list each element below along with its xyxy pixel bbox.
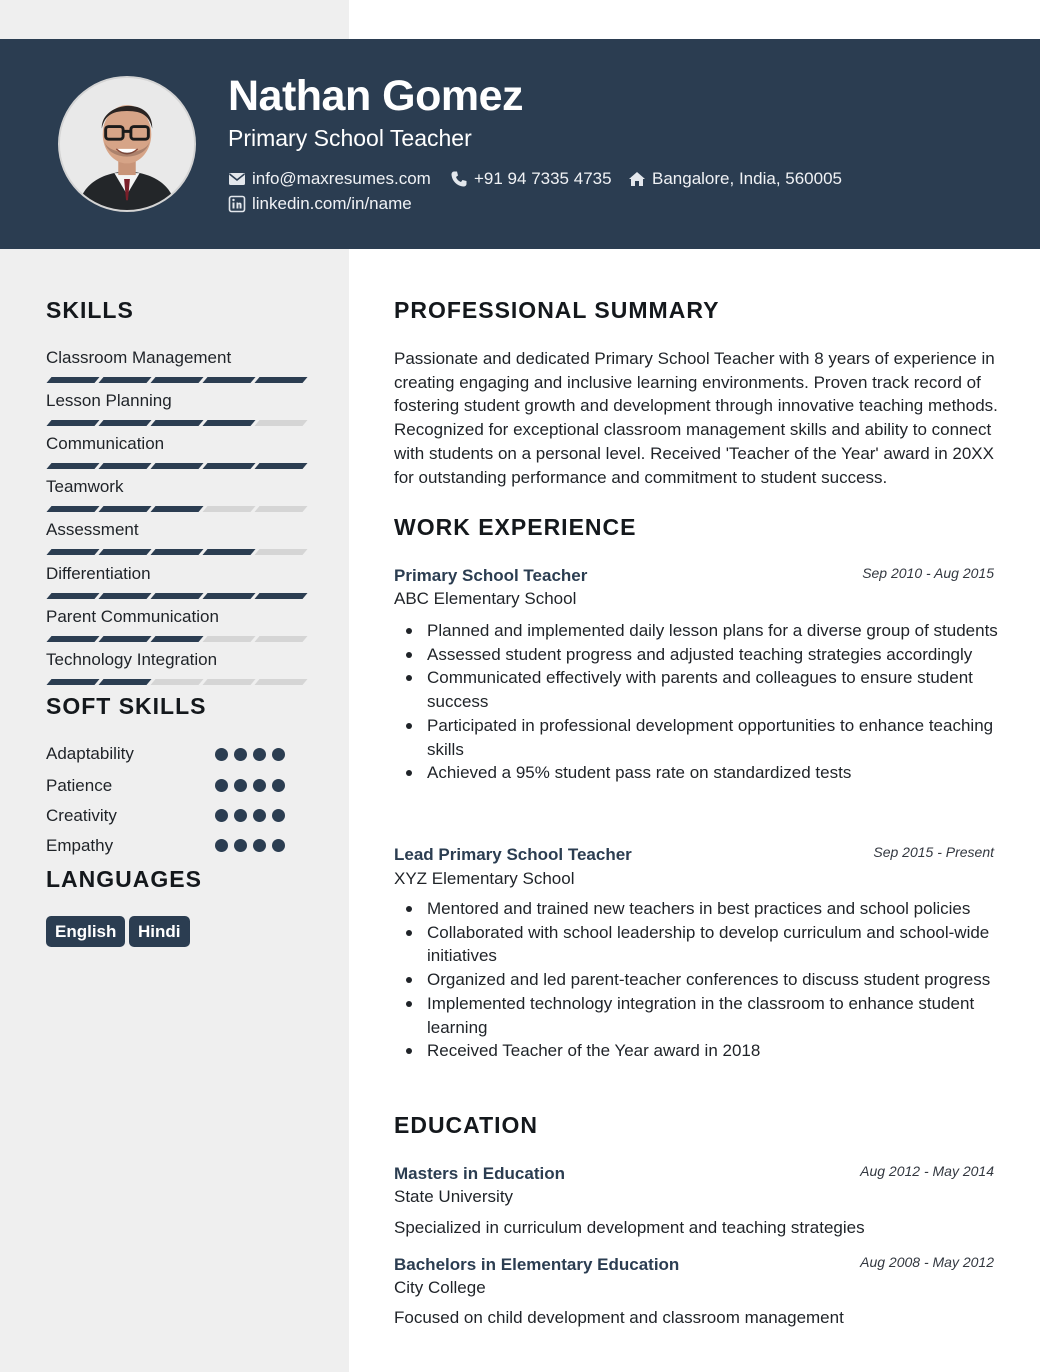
skill-segment-filled [202, 593, 255, 599]
job-date: Sep 2010 - Aug 2015 [862, 565, 994, 581]
list-item: Participated in professional development opportunities to enhance teaching skills [394, 714, 1004, 761]
rating-dot [215, 748, 228, 761]
skill-segment-empty [254, 549, 307, 555]
skill-segment-filled [98, 377, 151, 383]
rating-dot [234, 839, 247, 852]
rating-dot [215, 839, 228, 852]
skill-level-bar [46, 549, 302, 555]
rating-dot [234, 809, 247, 822]
skill-name: Communication [46, 434, 165, 453]
phone-text: +91 94 7335 4735 [474, 169, 612, 188]
skill-segment-filled [46, 377, 99, 383]
rating-dot [272, 809, 285, 822]
job-organization: XYZ Elementary School [394, 869, 575, 888]
list-item: Achieved a 95% student pass rate on standardized tests [394, 761, 1004, 785]
list-item: Organized and led parent-teacher conferences to discuss student progress [394, 968, 1004, 992]
rating-dot [272, 839, 285, 852]
skill-segment-filled [98, 636, 151, 642]
rating-dot [272, 779, 285, 792]
skill-segment-filled [46, 679, 99, 685]
skill-name: Differentiation [46, 564, 151, 583]
education-heading: EDUCATION [394, 1112, 539, 1138]
address-text: Bangalore, India, 560005 [652, 169, 842, 188]
skill-segment-filled [98, 420, 151, 426]
skill-segment-filled [98, 463, 151, 469]
rating-dot [253, 809, 266, 822]
skill-segment-empty [254, 636, 307, 642]
soft-skill-dots [215, 809, 285, 822]
soft-skill-name: Creativity [46, 806, 117, 825]
linkedin-icon [228, 195, 246, 213]
rating-dot [253, 779, 266, 792]
skill-name: Teamwork [46, 477, 124, 496]
soft-skill-name: Empathy [46, 836, 114, 855]
soft-skill-dots [215, 839, 285, 852]
skill-segment-filled [202, 549, 255, 555]
list-item: Communicated effectively with parents and colleagues to ensure student success [394, 666, 1004, 713]
skill-segment-empty [202, 679, 255, 685]
skill-segment-filled [150, 549, 203, 555]
envelope-icon [228, 170, 246, 188]
list-item: Received Teacher of the Year award in 2018 [394, 1039, 1004, 1063]
skill-segment-filled [254, 593, 307, 599]
list-item: Mentored and trained new teachers in best practices and school policies [394, 897, 1004, 921]
list-item: Planned and implemented daily lesson plans for a diverse group of students [394, 619, 1004, 643]
skills-heading: SKILLS [46, 297, 134, 323]
soft-skill-dots [215, 748, 285, 761]
language-badge-hindi: Hindi [129, 916, 190, 947]
job-organization: ABC Elementary School [394, 589, 577, 608]
avatar [58, 76, 196, 212]
skill-segment-filled [150, 420, 203, 426]
skill-segment-filled [150, 463, 203, 469]
skill-segment-empty [150, 679, 203, 685]
education-date: Aug 2008 - May 2012 [860, 1254, 994, 1270]
soft-skill-dots [215, 779, 285, 792]
skill-name: Lesson Planning [46, 391, 172, 410]
skill-level-bar [46, 636, 302, 642]
soft-skill-name: Patience [46, 776, 113, 795]
skill-level-bar [46, 506, 302, 512]
school-name: City College [394, 1278, 486, 1297]
contact-address [628, 168, 842, 190]
contact-phone[interactable] [450, 168, 612, 190]
rating-dot [215, 809, 228, 822]
skill-segment-filled [46, 549, 99, 555]
home-icon [628, 170, 646, 188]
skill-segment-filled [98, 593, 151, 599]
skill-segment-filled [46, 593, 99, 599]
candidate-title: Primary School Teacher [228, 125, 472, 151]
skill-segment-filled [150, 377, 203, 383]
skill-segment-empty [202, 636, 255, 642]
candidate-name: Nathan Gomez [228, 72, 524, 120]
skill-segment-filled [202, 377, 255, 383]
skill-level-bar [46, 463, 302, 469]
skill-level-bar [46, 377, 302, 383]
skill-level-bar [46, 420, 302, 426]
soft-skills-heading: SOFT SKILLS [46, 693, 207, 719]
skill-name: Assessment [46, 520, 139, 539]
skill-name: Parent Communication [46, 607, 219, 626]
skill-segment-filled [202, 420, 255, 426]
education-description: Specialized in curriculum development and teaching strategies [394, 1218, 865, 1237]
summary-heading: PROFESSIONAL SUMMARY [394, 297, 720, 323]
list-item: Assessed student progress and adjusted teaching strategies accordingly [394, 643, 1004, 667]
linkedin-text: linkedin.com/in/name [252, 194, 412, 213]
school-name: State University [394, 1187, 514, 1206]
skill-level-bar [46, 679, 302, 685]
job-date: Sep 2015 - Present [873, 844, 994, 860]
skill-segment-filled [98, 679, 151, 685]
skill-segment-filled [202, 463, 255, 469]
list-item: Implemented technology integration in the classroom to enhance student learning [394, 992, 1004, 1039]
rating-dot [253, 748, 266, 761]
skill-segment-empty [254, 506, 307, 512]
job-title: Primary School Teacher [394, 566, 588, 585]
skill-segment-filled [46, 506, 99, 512]
skill-level-bar [46, 593, 302, 599]
rating-dot [215, 779, 228, 792]
job-bullets [394, 619, 1004, 785]
rating-dot [234, 779, 247, 792]
language-badge-english: English [46, 916, 125, 947]
skill-segment-filled [98, 549, 151, 555]
experience-heading: WORK EXPERIENCE [394, 514, 637, 540]
list-item: Collaborated with school leadership to develop curriculum and school-wide initiatives [394, 921, 1004, 968]
skill-segment-filled [46, 463, 99, 469]
contact-linkedin[interactable] [228, 193, 412, 215]
skill-segment-empty [254, 420, 307, 426]
rating-dot [253, 839, 266, 852]
email-text: info@maxresumes.com [252, 169, 431, 188]
soft-skill-name: Adaptability [46, 744, 134, 763]
job-bullets [394, 897, 1004, 1063]
languages-heading: LANGUAGES [46, 866, 202, 892]
skill-segment-empty [254, 679, 307, 685]
skill-segment-filled [46, 636, 99, 642]
phone-icon [450, 170, 468, 188]
skill-name: Technology Integration [46, 650, 218, 669]
rating-dot [234, 748, 247, 761]
skill-name: Classroom Management [46, 348, 232, 367]
skill-segment-filled [98, 506, 151, 512]
skill-segment-empty [202, 506, 255, 512]
skill-segment-filled [150, 506, 203, 512]
skill-segment-filled [46, 420, 99, 426]
degree-title: Masters in Education [394, 1164, 565, 1183]
skill-segment-filled [254, 377, 307, 383]
skill-segment-filled [254, 463, 307, 469]
summary-text: Passionate and dedicated Primary School Teacher with 8 years of experience in creating engaging and inclusive learning environments. Proven track record of fostering student growth and development through innovative teaching methods. Recognized for exceptional classroom management skills and ability to connect with students on a personal level. Received 'Teacher of the Year' award in 20XX for outstanding performance and commitment to student success. [394, 349, 998, 487]
job-title: Lead Primary School Teacher [394, 845, 632, 864]
skill-segment-filled [150, 636, 203, 642]
education-date: Aug 2012 - May 2014 [860, 1163, 994, 1179]
rating-dot [272, 748, 285, 761]
resume-header [0, 39, 1040, 249]
degree-title: Bachelors in Elementary Education [394, 1255, 680, 1274]
skill-segment-filled [150, 593, 203, 599]
education-description: Focused on child development and classroom management [394, 1308, 844, 1327]
contact-email[interactable] [228, 168, 431, 190]
